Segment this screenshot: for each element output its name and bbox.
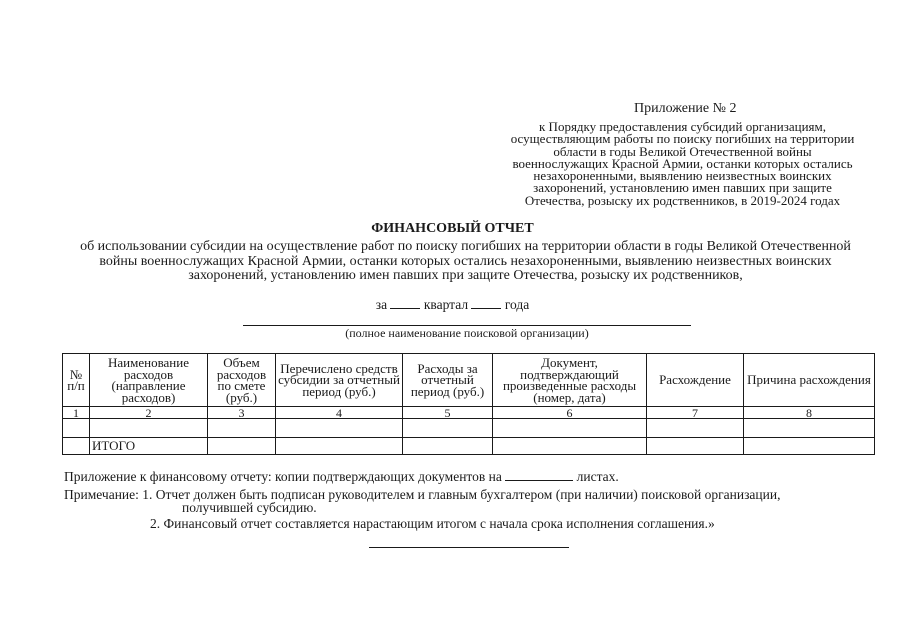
column-number-row xyxy=(63,407,875,419)
quarter-line xyxy=(0,296,905,313)
year-word: года xyxy=(504,297,530,312)
table-cell[interactable] xyxy=(276,419,403,438)
col-header-budget-amount: Объем расходов по смете (руб.) xyxy=(208,354,276,407)
total-label: ИТОГО xyxy=(90,438,208,455)
table-cell[interactable] xyxy=(493,419,647,438)
column-number: 2 xyxy=(90,407,208,419)
table-cell[interactable] xyxy=(63,419,90,438)
col-header-discrepancy: Расхождение xyxy=(647,354,744,407)
table-cell[interactable] xyxy=(90,419,208,438)
column-number: 8 xyxy=(744,407,875,419)
appendix-reference: к Порядку предоставления субсидий организациям, осуществляющим работы по поиску погибших на территории области в годы Великой Отечественной войны военнослужащих Красной Армии, останки которых остались незахороненными, выявлению неизвестных воинских захоронений, установлению имен павших при защите Отечества, розыску их родственников, в 2019-2024 годах xyxy=(510,119,855,208)
appendix-number: Приложение № 2 xyxy=(634,101,737,116)
table-cell[interactable] xyxy=(208,419,276,438)
attachment-suffix: листах. xyxy=(576,469,619,484)
report-subtitle: об использовании субсидии на осуществление работ по поиску погибших на территории области в годы Великой Отечественной войны военнослужащих Красной Армии, останки которых остались незахороненными, выявлению неизвестных воинских захоронений, установлению имен павших при защите Отечества, розыску их родственников, xyxy=(80,239,851,283)
total-row xyxy=(63,438,875,455)
quarter-blank[interactable] xyxy=(390,296,420,309)
organization-caption: (полное наименование поисковой организации) xyxy=(345,326,589,340)
attachment-line xyxy=(64,468,619,485)
note-2: 2. Финансовый отчет составляется нарастающим итогом с начала срока исполнения соглашения.» xyxy=(150,516,715,531)
col-header-period-expenses: Расходы за отчетный период (руб.) xyxy=(403,354,493,407)
col-header-document: Документ, подтверждающий произведенные расходы (номер, дата) xyxy=(493,354,647,407)
table-cell[interactable] xyxy=(208,438,276,455)
column-number: 4 xyxy=(276,407,403,419)
quarter-word: квартал xyxy=(423,297,469,312)
column-number: 6 xyxy=(493,407,647,419)
note-1-text: Примечание: 1. Отчет должен быть подписан руководителем и главным бухгалтером (при наличии) поисковой организации, xyxy=(64,487,781,502)
table-cell[interactable] xyxy=(647,438,744,455)
column-number: 5 xyxy=(403,407,493,419)
table-cell[interactable] xyxy=(493,438,647,455)
sheet-count-blank[interactable] xyxy=(505,468,573,481)
table-cell[interactable] xyxy=(744,438,875,455)
report-title: ФИНАНСОВЫЙ ОТЧЕТ xyxy=(371,221,534,236)
year-blank[interactable] xyxy=(471,296,501,309)
table-cell[interactable] xyxy=(276,438,403,455)
col-header-number: № п/п xyxy=(63,354,90,407)
quarter-prefix: за xyxy=(375,297,388,312)
table-cell[interactable] xyxy=(403,438,493,455)
table-row xyxy=(63,419,875,438)
table-header-row xyxy=(63,354,875,407)
table-cell[interactable] xyxy=(744,419,875,438)
attachment-text: Приложение к финансовому отчету: копии подтверждающих документов на xyxy=(64,469,502,484)
col-header-discrepancy-reason: Причина расхождения xyxy=(744,354,875,407)
table-cell[interactable] xyxy=(63,438,90,455)
column-number: 7 xyxy=(647,407,744,419)
note-1 xyxy=(64,489,879,514)
table-cell[interactable] xyxy=(647,419,744,438)
column-number: 3 xyxy=(208,407,276,419)
table-cell[interactable] xyxy=(403,419,493,438)
note-1-continuation: получившей субсидию. xyxy=(182,499,317,515)
financial-report-table xyxy=(62,353,875,455)
col-header-expense-name: Наименование расходов (направление расходов) xyxy=(90,354,208,407)
column-number: 1 xyxy=(63,407,90,419)
closing-line xyxy=(369,547,569,548)
col-header-transferred: Перечислено средств субсидии за отчетный период (руб.) xyxy=(276,354,403,407)
